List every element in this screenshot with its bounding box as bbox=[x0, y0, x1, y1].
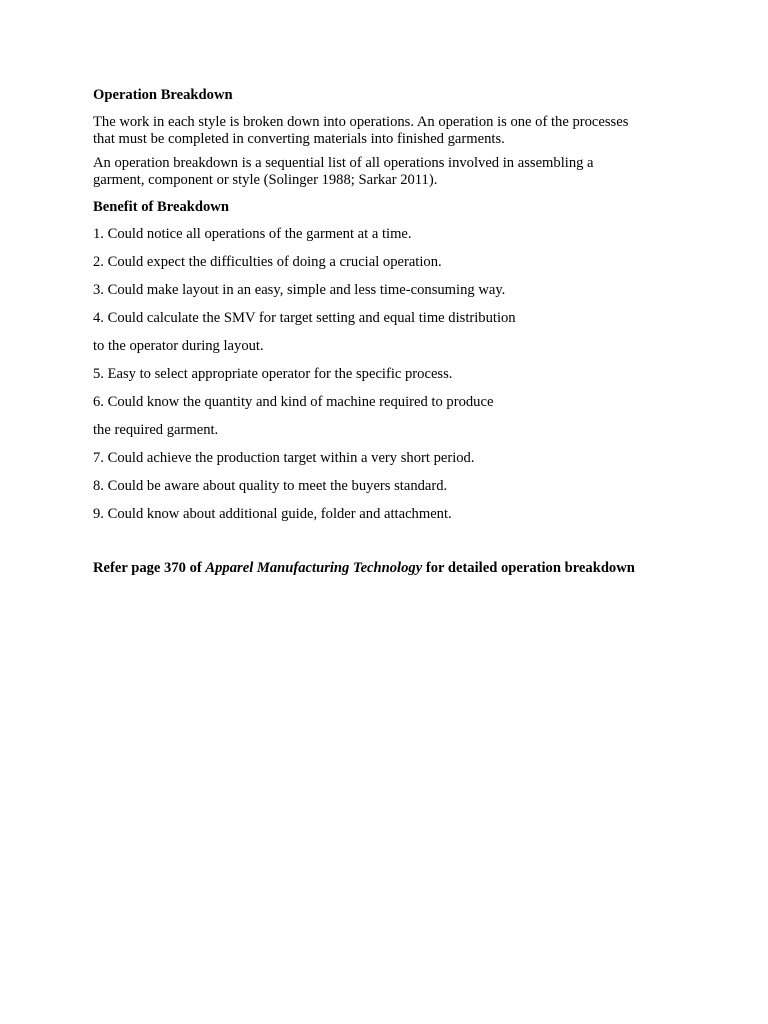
intro-paragraph-line-1: The work in each style is broken down into operations. An operation is one of the processes bbox=[93, 114, 629, 130]
reference-book-title: Apparel Manufacturing Technology bbox=[205, 560, 423, 576]
section-heading-benefit-of-breakdown: Benefit of Breakdown bbox=[93, 199, 229, 215]
document-page bbox=[93, 87, 693, 577]
benefit-line: 7. Could achieve the production target within a very short period. bbox=[93, 450, 475, 466]
benefit-line: 8. Could be aware about quality to meet the buyers standard. bbox=[93, 478, 448, 494]
benefit-line: 3. Could make layout in an easy, simple and less time-consuming way. bbox=[93, 282, 506, 298]
definition-paragraph-line-1: An operation breakdown is a sequential list of all operations involved in assembling a bbox=[93, 155, 594, 171]
benefit-line: 1. Could notice all operations of the garment at a time. bbox=[93, 226, 412, 242]
definition-paragraph bbox=[93, 155, 693, 189]
reference-note bbox=[93, 560, 693, 577]
intro-paragraph bbox=[93, 114, 693, 148]
benefit-line: 5. Easy to select appropriate operator for the specific process. bbox=[93, 366, 453, 382]
benefit-list bbox=[93, 226, 693, 523]
benefit-line: 6. Could know the quantity and kind of machine required to produce bbox=[93, 394, 494, 410]
benefit-line: 9. Could know about additional guide, folder and attachment. bbox=[93, 506, 452, 522]
intro-paragraph-line-2: that must be completed in converting materials into finished garments. bbox=[93, 131, 505, 147]
reference-note-prefix: Refer page 370 of bbox=[93, 560, 206, 576]
benefit-line: the required garment. bbox=[93, 422, 219, 438]
section-heading-operation-breakdown: Operation Breakdown bbox=[93, 87, 233, 103]
benefit-line: to the operator during layout. bbox=[93, 338, 264, 354]
benefit-line: 2. Could expect the difficulties of doing a crucial operation. bbox=[93, 254, 442, 270]
benefit-line: 4. Could calculate the SMV for target setting and equal time distribution bbox=[93, 310, 516, 326]
reference-note-suffix: for detailed operation breakdown bbox=[422, 560, 635, 576]
definition-paragraph-line-2: garment, component or style (Solinger 1988; Sarkar 2011). bbox=[93, 172, 438, 188]
